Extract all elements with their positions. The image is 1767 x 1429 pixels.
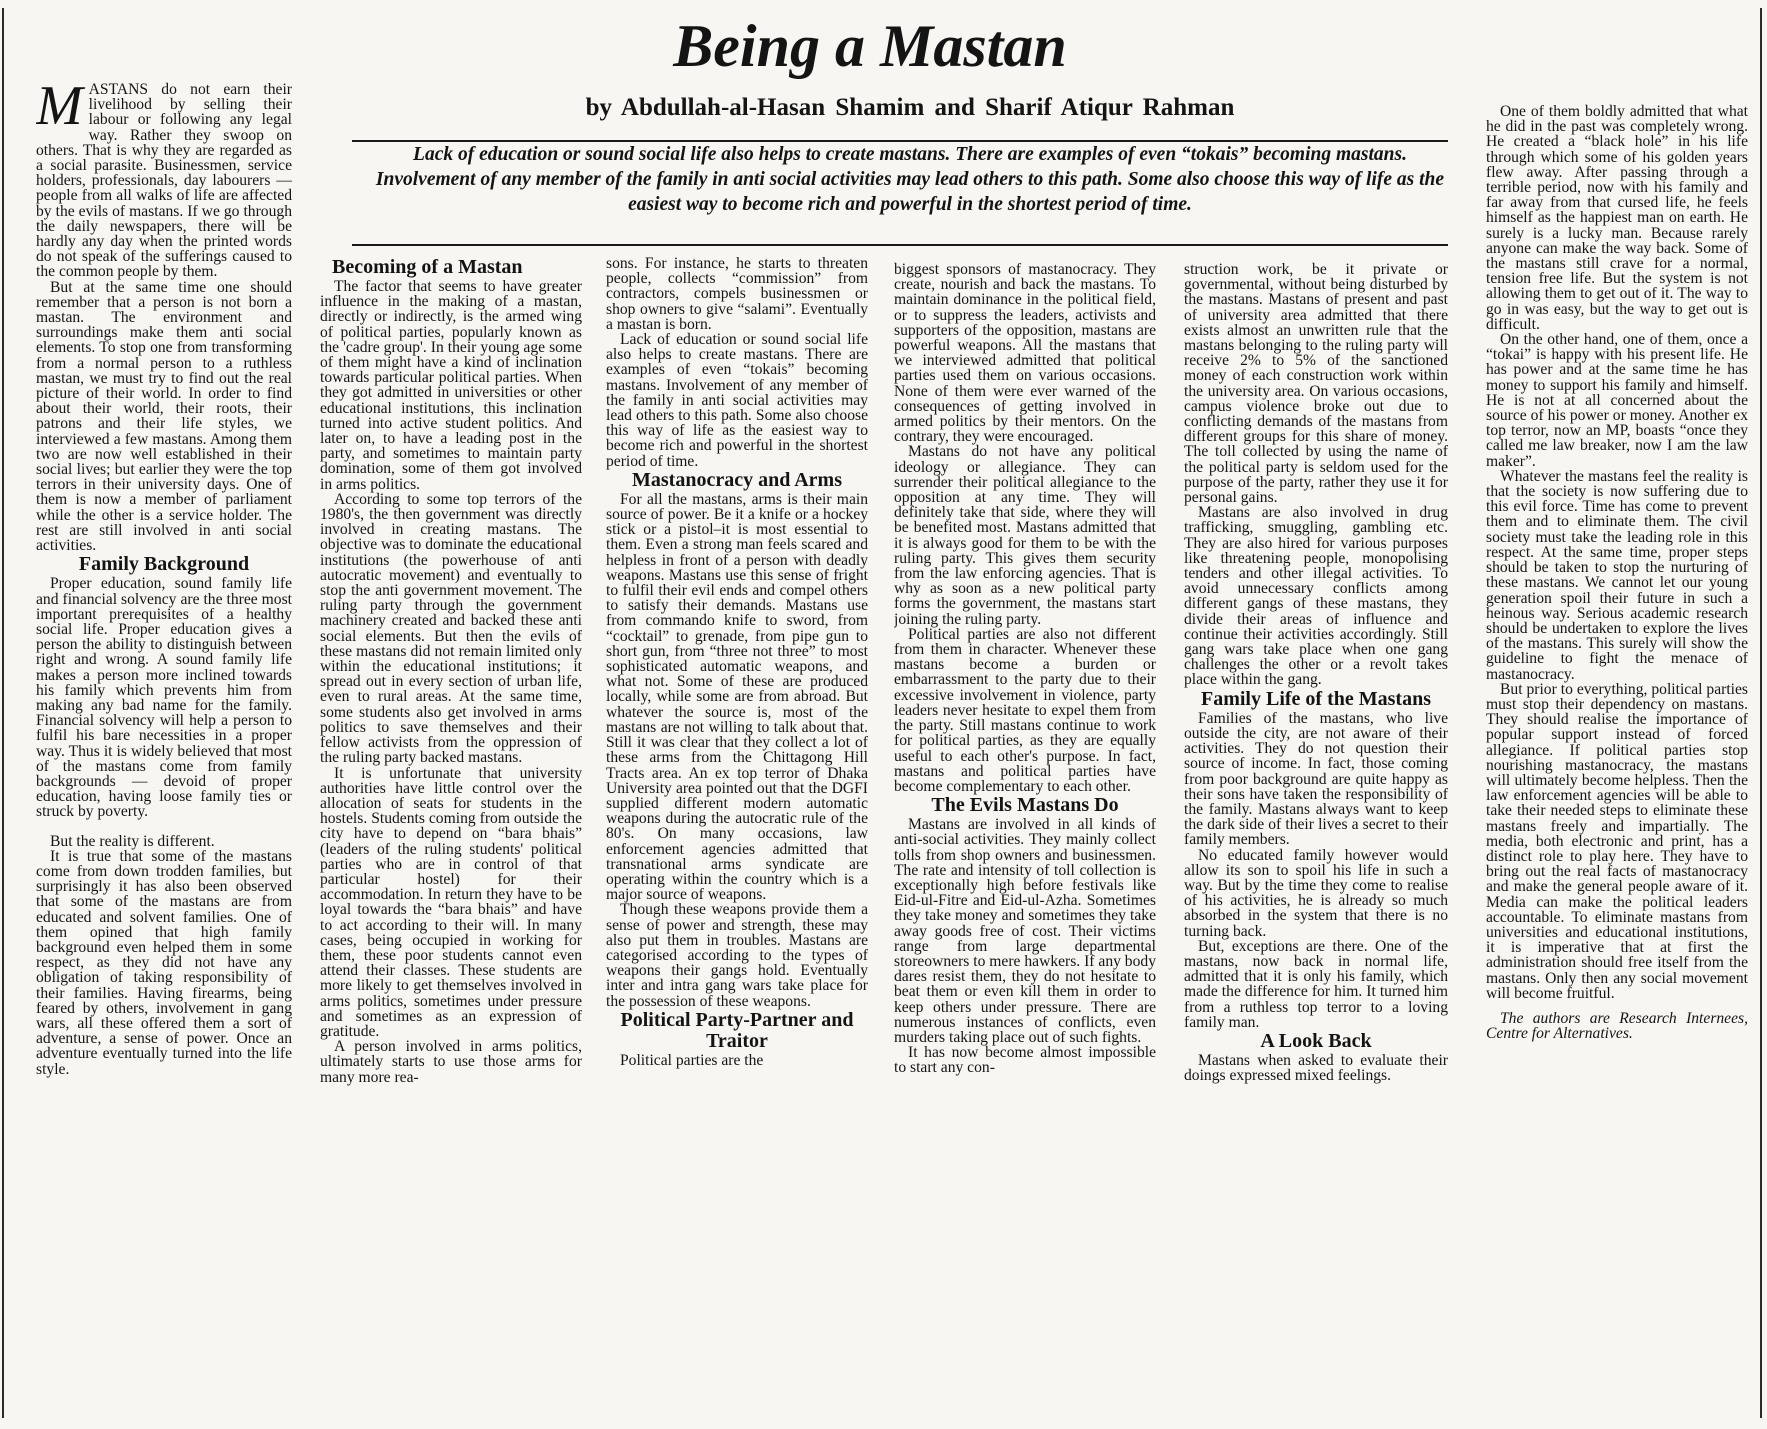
paragraph: Lack of education or sound social life also helps to create mastans. There are examples of even “tokais” becoming mastans. Involvement of any member of the family in anti social activities may lead others to this path. Some also choose this way of life as the easiest way to become rich and powerful in the shortest period of time. (606, 331, 868, 470)
subhead-family-life-of-the-mastans: Family Life of the Mastans (1201, 687, 1431, 710)
intro-paragraph: ASTANS do not earn their livelihood by selling their labour or following any legal way. Rather they swoop on others. That is why they are regarded as a social parasite. Businessmen, service holders, professionals, day labourers — people from all walks of life are affected by the evils of mastans. If we go through the daily newspapers, there will be hardly any day when the printed words do not speak of the sufferings caused to the common people by them. (36, 82, 292, 281)
paragraph: Mastans are also involved in drug trafficking, smuggling, gambling etc. They are also hired for various purposes like threatening people, monopolising tenders and other illegal activities. To avoid unnecessary conflicts among different gangs of these mastans, they divide their areas of influence and continue their activities accordingly. Still gang wars take place when one gang challenges the other or a revolt takes place within the gang. (1184, 504, 1448, 689)
paragraph: But prior to everything, political parties must stop their dependency on mastans. They should realise the importance of popular support instead of forced allegiance. If political parties stop nourishing mastanocracy, the mastans will ultimately become helpless. Then the law enforcement agencies will be able to take their needed steps to eliminate these mastans freely and impartially. The media, both electronic and print, has a distinct role to play here. They have to bring out the real facts of mastanocracy and make the general people aware of it. Media can make the political leaders accountable. To eliminate mastans from universities and educational institutions, it is imperative that at first the administration should free itself from the mastans. Only then any social movement will become fruitful. (1486, 680, 1748, 1002)
paragraph: Whatever the mastans feel the reality is that the society is now suffering due to this evil force. Time has come to prevent them and to eliminate them. The civil society must take the leading role in this respect. At the same time, proper steps should be taken to stop the nurturing of these mastans. We cannot let our young generation spoil their future in such a heinous way. Serious academic research should be undertaken to explore the lives of the mastans. This surely will show the guideline to fight the menace of mastanocracy. (1486, 467, 1748, 683)
paragraph: biggest sponsors of mastanocracy. They create, nourish and back the mastans. To maintain dominance in the political field, or to suppress the leaders, activists and supporters of the opposition, mastans are powerful weapons. All the mastans that we interviewed admitted that political parties used them on various occasions. None of them were ever warned of the consequences of getting involved in armed politics by their mentors. On the contrary, they were encouraged. (894, 262, 1156, 446)
byline: by Abdullah-al-Hasan Shamim and Sharif Atiqur Rahman (585, 94, 1235, 121)
paragraph: Proper education, sound family life and financial solvency are the three most important prerequisites of a healthy social life. Proper education gives a person the ability to distinguish between right and wrong. A sound family life makes a person more inclined towards his family which prevents him from making any bad name for the family. Financial solvency will help a person to fulfil his bare necessities in a proper way. Thus it is widely believed that most of the mastans come from family backgrounds — devoid of proper education, having loose family ties or struck by poverty. (36, 575, 292, 821)
paragraph: Mastans do not have any political ideology or allegiance. They can surrender their political allegiance to the opposition at any time. They will definitely take that side, where they will be benefited most. Mastans admitted that it is always good for them to be with the ruling party. This gives them security from the law enforcing agencies. That is why as soon as a new political party forms the government, the mastans start joining the ruling party. (894, 443, 1156, 628)
paragraph: Mastans when asked to evaluate their doings expressed mixed feelings. (1184, 1051, 1448, 1085)
article-title: Being a Mastan (673, 13, 1067, 79)
paragraph: Families of the mastans, who live outside the city, are not aware of their activities. They do not question their source of income. In fact, those coming from poor background are quite happy as their sons have taken the responsibility of the family. Mastans always want to keep the dark side of their lives a secret to their family members. (1184, 709, 1448, 849)
subhead-mastanocracy-and-arms: Mastanocracy and Arms (632, 468, 842, 491)
paragraph: It is unfortunate that university authorities have little control over the allocation of seats for students in the hostels. Students coming from outside the city have to depend on “bara bhais” (leaders of the ruling students' political parties who are in control of that particular hostel) for their accommodation. In return they have to be loyal towards the “bara bhais” and have to act according to their will. In many cases, being occupied in working for them, these poor students cannot even attend their classes. These students are more likely to get themselves involved in arms politics, sometimes under pressure and sometimes as an expression of gratitude. (320, 764, 582, 1040)
paragraph: Political parties are also not different from them in character. Whenever these mastans become a burden or embarrassment to the party due to their excessive involvement in violence, party leaders never hesitate to expel them from the party. Still mastans continue to work for political parties, as they are equally useful to each other's purpose. In fact, mastans and political parties have become complementary to each other. (894, 625, 1156, 795)
column-1 (36, 82, 292, 1414)
paragraph: sons. For instance, he starts to threaten people, collects “commission” from contractors, compels businessmen or shop owners to give “salami”. Eventually a mastan is born. (606, 256, 868, 333)
paragraph: No educated family however would allow its son to spoil his life in such a way. But by the time they come to realise of his activities, he is already so much absorbed in the system that there is no turning back. (1184, 846, 1448, 940)
subhead-becoming-of-a-mastan: Becoming of a Mastan (332, 256, 523, 278)
paragraph: A person involved in arms politics, ultimately starts to use those arms for many more rea- (320, 1038, 582, 1086)
paragraph: But, exceptions are there. One of the mastans, now back in normal life, admitted that it is only his family, which made the difference for him. It turned him from a ruthless top terror to a loving family man. (1184, 937, 1448, 1031)
paragraph: struction work, be it private or governmental, without being disturbed by the mastans. Mastans of present and past of university area admitted that there exists almost an unwritten rule that the mastans belonging to the ruling party will receive 2% to 5% of the sanctioned money of each construction work within the university area. On various occasions, campus violence broke out due to conflicting demands of the mastans from different groups for this share of money. The toll collected by using the name of the political party is seldom used for the purpose of the party, rather they use it for personal gains. (1184, 262, 1448, 507)
paragraph: According to some top terrors of the 1980's, the then government was directly involved in creating mastans. The objective was to dominate the educational institutions (the powerhouse of anti autocratic movement) and eventually to stop the anti government movement. The ruling party through the government machinery created and backed these anti social elements. But then the evils of these mastans did not remain limited only within the educational institutions; it spread out in every section of urban life, even to rural areas. At the same time, some students also get involved in arms politics to save themselves and their fellow activists from the oppression of the ruling party backed mastans. (320, 490, 582, 767)
author-credit: The authors are Research Internees, Centre for Alternatives. (1486, 1009, 1748, 1043)
paragraph: It is true that some of the mastans come from down trodden families, but surprisingly it has also been observed that some of the mastans are from educated and solvent families. One of them opined that high family background even helped them in some respect, as they did not have any obligation of taking responsibility of their families. Having firearms, being feared by others, involvement in gang wars, all these offered them a sort of adventure, a sense of power. Once an adventure eventually turned into the life style. (36, 847, 292, 1078)
paragraph: But the reality is different. (50, 832, 215, 850)
drop-cap: M (36, 82, 83, 137)
column-2 (320, 256, 582, 1416)
subhead-a-look-back: A Look Back (1260, 1029, 1372, 1052)
paragraph: Political parties are the (620, 1051, 764, 1069)
paragraph: It has now become almost impossible to start any con- (894, 1044, 1156, 1077)
paragraph: But at the same time one should remember that a person is not born a mastan. The environment and surroundings make them anti social elements. To stop one from transforming from a normal person to a ruthless mastan, we must try to find out the real picture of their world. In order to find about their world, their roots, their patrons and their life styles, we interviewed a few mastans. Among them two are now well established in their social lives; but earlier they were the top terrors in their university days. One of them is now a member of parliament while the other is a service holder. The rest are still involved in anti social activities. (36, 278, 292, 555)
paragraph-gap (36, 820, 292, 834)
left-border-rule (2, 8, 4, 1418)
column-5 (1184, 262, 1448, 1416)
deck-summary: Lack of education or sound social life also helps to create mastans. There are examples of even “tokais” becoming mastans. Involvement of any member of the family in anti social activities may lead others to this path. Some also choose this way of life as the easiest way to become rich and powerful in the shortest period of time. (375, 144, 1445, 215)
paragraph: On the other hand, one of them, once a “tokai” is happy with his present life. He has power and at the same time he has money to support his family and himself. He is not at all concerned about the source of his power or money. Another ex top terror, now an MP, boasts “once they called me law breaker, now I am the law maker”. (1486, 331, 1748, 470)
right-border-rule (1760, 8, 1762, 1418)
paragraph: For all the mastans, arms is their main source of power. Be it a knife or a hockey stick or a pistol–it is most essential to them. Even a strong man feels scared and helpless in front of a person with deadly weapons. Mastans use this sense of fright to fulfil their evil ends and compel others to satisfy their demands. Mastans use from commando knife to sword, from “cocktail” to grenade, from pipe gun to short gun, from “three not three” to most sophisticated automatic weapons, and what not. Some of these are produced locally, while some are from abroad. But whatever the source is, most of the mastans are not willing to talk about that. Still it was clear that they collect a lot of these arms from the Chittagong Hill Tracts area. An ex top terror of Dhaka University area pointed out that the DGFI supplied different modern automatic weapons during the autocratic rule of the 80's. On many occasions, law enforcement agencies admitted that transnational arms syndicate are operating within the country which is a major source of weapons. (606, 490, 868, 904)
column-4 (894, 262, 1156, 1416)
subhead-family-background: Family Background (78, 553, 250, 576)
subhead-political-party-partner-and-traitor: Political Party-Partner and Traitor (620, 1008, 854, 1052)
paragraph: Though these weapons provide them a sense of power and strength, these may also put them in troubles. Mastans are categorised according to the types of weapons their gangs hold. Eventually inter and intra gang wars take place for the possession of these weapons. (606, 901, 868, 1010)
paragraph: Mastans are involved in all kinds of anti-social activities. They mainly collect tolls from shop owners and businessmen. The rate and intensity of toll collection is exceptionally high before festivals like Eid-ul-Fitre and Eid-ul-Azha. Sometimes they take money and sometimes they take away goods free of cost. Their victims range from large departmental storeowners to mere hawkers. If any body dares resist them, they do not hesitate to beat them or even kill them in order to keep others under pressure. There are numerous instances of conflicts, even murders taking place out of such fights. (894, 816, 1156, 1046)
paragraph: One of them boldly admitted that what he did in the past was completely wrong. He created a “black hole” in his life through which some of his golden years flew away. After passing through a terrible period, now with his family and far away from that cursed life, he feels himself as the happiest man on earth. He surely is a lucky man. Because rarely anyone can make the way back. Some of the mastans still crave for a normal, tension free life. But the system is not allowing them to get out of it. The way to go in was easy, but the way to get out is difficult. (1486, 104, 1748, 333)
deck-bottom-rule (352, 244, 1448, 246)
subhead-the-evils-mastans-do: The Evils Mastans Do (931, 794, 1119, 817)
column-6 (1486, 104, 1748, 1416)
column-3 (606, 256, 868, 1416)
paragraph: The factor that seems to have greater influence in the making of a mastan, directly or indirectly, is the armed wing of political parties, popularly known as the 'cadre group'. In their young age some of them might have a kind of inclination towards particular political parties. When they got admitted in universities or other educational institutions, this inclination turned into active student politics. And later on, to have a leading post in the party, and sometimes to maintain party domination, some of them got involved in arms politics. (320, 278, 582, 493)
